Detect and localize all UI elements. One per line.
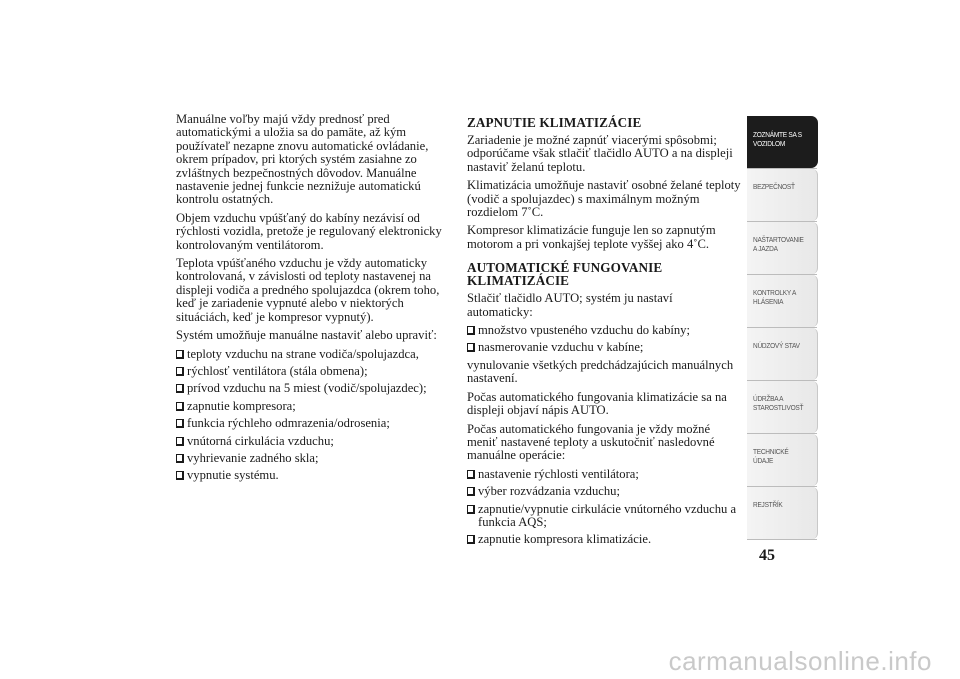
list-item-text: teploty vzduchu na strane vodiča/spolujazdca, [187, 346, 419, 361]
list-item-text: nastavenie rýchlosti ventilátora; [478, 466, 639, 481]
paragraph: Systém umožňuje manuálne nastaviť alebo upraviť: [176, 328, 437, 343]
list-item [176, 417, 448, 430]
checkbox-bullet-icon [176, 384, 184, 393]
page-number: 45 [759, 547, 775, 564]
list-item-text: zapnutie kompresora; [187, 398, 296, 413]
list-item [176, 348, 448, 361]
list-item [467, 533, 741, 546]
paragraph: Zariadenie je možné zapnúť viacerými spôsobmi; odporúčame však stlačiť tlačidlo AUTO a na displeji nastaviť želanú teplotu. [467, 133, 733, 174]
paragraph: Počas automatického fungovania klimatizácie sa na displeji objaví nápis AUTO. [467, 389, 727, 418]
list-item-text: nasmerovanie vzduchu v kabíne; [478, 340, 644, 355]
list-item-text: zapnutie kompresora klimatizácie. [478, 532, 652, 547]
tab-rejstrik[interactable] [747, 487, 818, 539]
paragraph: Počas automatického fungovania je vždy možné meniť nastavené teploty a uskutočniť nasledovné manuálne operácie: [467, 421, 715, 463]
checkbox-bullet-icon [467, 343, 475, 352]
chapter-tabs [747, 116, 818, 540]
list-item [176, 469, 448, 482]
paragraph: Stlačiť tlačidlo AUTO; systém ju nastaví automaticky: [467, 291, 673, 319]
list-item-text: výber rozvádzania vzduchu; [478, 484, 620, 499]
tab-label: ÚDRŽBA A STAROSTLIVOSŤ [753, 394, 804, 412]
checkbox-bullet-icon [467, 470, 475, 479]
list-item [176, 400, 448, 413]
paragraph: Teplota vpúšťaného vzduchu je vždy automaticky kontrolovaná, v závislosti od teploty nastavenej na displeji vodiča a predného spolujazdca (okrem toho, keď je zariadenie vypnuté alebo v niektorých situáciách, keď je kompresor vypnutý). [176, 256, 440, 324]
checkbox-bullet-icon [176, 454, 184, 463]
checkbox-bullet-icon [176, 471, 184, 480]
section-heading: AUTOMATICKÉ FUNGOVANIE KLIMATIZÁCIE [467, 260, 663, 289]
list-item [176, 435, 448, 448]
paragraph: vynulovanie všetkých predchádzajúcich manuálnych nastavení. [467, 357, 734, 386]
checkbox-bullet-icon [176, 402, 184, 411]
left-column [176, 113, 448, 487]
tab-nastartovanie-a-jazda[interactable] [747, 222, 818, 274]
tab-label: KONTROLKY A HLÁSENIA [753, 288, 797, 306]
watermark: carmanualsonline.info [668, 646, 932, 676]
list-item [467, 503, 741, 530]
tab-label: NAŠTARTOVANIE A JAZDA [753, 235, 804, 253]
checkbox-bullet-icon [467, 535, 475, 544]
tab-label: TECHNICKÉ ÚDAJE [753, 447, 789, 465]
list-item-text: vyhrievanie zadného skla; [187, 450, 319, 465]
list-item [176, 382, 448, 395]
list-item [176, 452, 448, 465]
list-item-text: množstvo vpusteného vzduchu do kabíny; [478, 323, 690, 338]
bullet-list-manual-operations [467, 468, 741, 547]
bullet-list-manual-settings [176, 348, 448, 483]
tab-label: NÚDZOVÝ STAV [753, 341, 800, 350]
list-item [176, 365, 448, 378]
checkbox-bullet-icon [176, 437, 184, 446]
list-item [467, 485, 741, 498]
tab-label: BEZPEČNOSŤ [753, 182, 795, 191]
list-item-text: vnútorná cirkulácia vzduchu; [187, 433, 334, 448]
checkbox-bullet-icon [467, 487, 475, 496]
list-item-text: vypnutie systému. [187, 468, 279, 483]
checkbox-bullet-icon [176, 419, 184, 428]
tab-technicke-udaje[interactable] [747, 434, 818, 486]
list-item [467, 468, 741, 481]
tab-zoznamte-sa-s-vozidlom[interactable] [747, 116, 818, 168]
paragraph: Klimatizácia umožňuje nastaviť osobné želané teploty (vodič a spolujazdec) s maximálnym možným rozdielom 7˚C. [467, 178, 741, 220]
tab-nudzovy-stav[interactable] [747, 328, 818, 380]
paragraph: Kompresor klimatizácie funguje len so zapnutým motorom a pri vonkajšej teplote vyššej ako 4˚C. [467, 223, 716, 251]
checkbox-bullet-icon [176, 350, 184, 359]
tab-label: ZOZNÁMTE SA S VOZIDLOM [753, 130, 802, 148]
paragraph: Objem vzduchu vpúšťaný do kabíny nezávisí od rýchlosti vozidla, pretože je regulovaný elektronicky kontrolovaným ventilátorom. [176, 210, 442, 252]
tab-udrzba-a-starostlivost[interactable] [747, 381, 818, 433]
list-item-text: rýchlosť ventilátora (stála obmena); [187, 363, 368, 378]
tab-label: REJSTŘÍK [753, 500, 783, 509]
tab-bezpecnost[interactable] [747, 169, 818, 221]
checkbox-bullet-icon [467, 505, 475, 514]
tab-kontrolky-a-hlasenia[interactable] [747, 275, 818, 327]
list-item [467, 324, 741, 337]
bullet-list-auto-settings [467, 324, 741, 355]
checkbox-bullet-icon [176, 367, 184, 376]
list-item [467, 341, 741, 354]
checkbox-bullet-icon [467, 326, 475, 335]
section-heading: ZAPNUTIE KLIMATIZÁCIE [467, 115, 642, 130]
list-item-text: funkcia rýchleho odmrazenia/odrosenia; [187, 416, 390, 431]
paragraph: Manuálne voľby majú vždy prednosť pred automatickými a uložia sa do pamäte, až kým používateľ nezapne znovu automatické ovládanie, okrem prípadov, pri ktorých systém zasiahne zo zvláštnych bezpečnostných dôvodov. Manuálne nastavenie jednej funkcie neznižuje automatickú kontrolu ostatných. [176, 112, 429, 207]
list-item-text: prívod vzduchu na 5 miest (vodič/spolujazdec); [187, 381, 427, 396]
right-column [467, 116, 741, 551]
list-item-text: zapnutie/vypnutie cirkulácie vnútorného vzduchu a funkcia AQS; [478, 501, 737, 529]
